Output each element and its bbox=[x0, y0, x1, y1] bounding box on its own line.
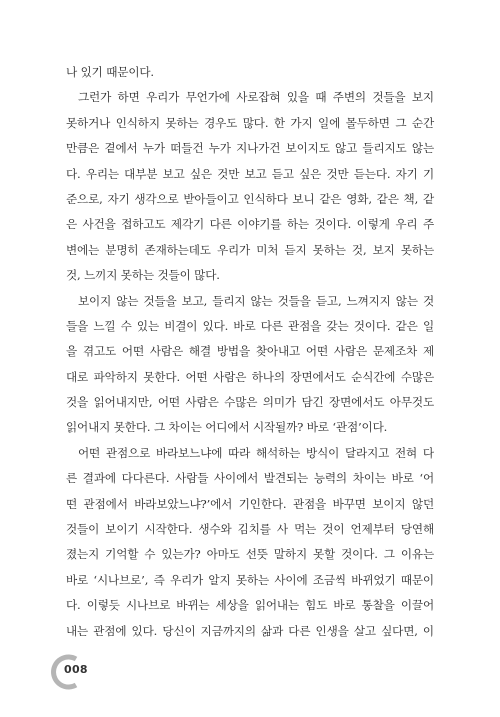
text-line: 떤 관점에서 바라보았느냐?’에서 기인한다. 관점을 바꾸면 보이지 않던 bbox=[66, 496, 434, 511]
text-line: 은 사건을 접하고도 제각기 다른 이야기를 하는 것이다. 이렇게 우리 주 bbox=[66, 217, 434, 232]
text-line: 대로 파악하지 못한다. 어떤 사람은 하나의 장면에서도 순식간에 수많은 bbox=[66, 369, 434, 384]
page-body bbox=[66, 60, 434, 644]
text-line: 졌는지 기억할 수 있는가? 아마도 선뜻 말하지 못할 것이다. 그 이유는 bbox=[66, 547, 434, 562]
text-line: 른 결과에 다다른다. 사람들 사이에서 발견되는 능력의 차이는 바로 ‘어 bbox=[66, 471, 434, 486]
text-line: 들을 느낄 수 있는 비결이 있다. 바로 다른 관점을 갖는 것이다. 같은 일 bbox=[66, 318, 434, 333]
text-line: 만큼은 곁에서 누가 떠들건 누가 지나가건 보이지도 않고 들리지도 않는 bbox=[66, 141, 434, 156]
text-line: 다. 이렇듯 시나브로 바뀌는 세상을 읽어내는 힘도 바로 통찰을 이끌어 bbox=[66, 598, 434, 613]
text-line: 읽어내지 못한다. 그 차이는 어디에서 시작될까? 바로 ‘관점’이다. bbox=[66, 420, 388, 435]
text-line: 준으로, 자기 생각으로 받아들이고 인식하다 보니 같은 영화, 같은 책, 같 bbox=[66, 191, 434, 206]
text-line: 다. 우리는 대부분 보고 싶은 것만 보고 듣고 싶은 것만 듣는다. 자기 기 bbox=[66, 166, 434, 181]
page-footer bbox=[48, 654, 108, 694]
text-line: 보이지 않는 것들을 보고, 들리지 않는 것들을 듣고, 느껴지지 않는 것 bbox=[78, 293, 434, 308]
text-line: 그런가 하면 우리가 무언가에 사로잡혀 있을 때 주변의 것들을 보지 bbox=[78, 90, 434, 105]
text-line: 못하거나 인식하지 못하는 경우도 많다. 한 가지 일에 몰두하면 그 순간 bbox=[66, 115, 434, 130]
page-number: 008 bbox=[64, 663, 88, 676]
text-line: 을 겪고도 어떤 사람은 해결 방법을 찾아내고 어떤 사람은 문제조차 제 bbox=[66, 344, 434, 359]
text-line: 것들이 보이기 시작한다. 생수와 김치를 사 먹는 것이 언제부터 당연해 bbox=[66, 522, 434, 537]
text-line: 것을 읽어내지만, 어떤 사람은 수많은 의미가 담긴 장면에서도 아무것도 bbox=[66, 395, 434, 410]
text-line: 바로 ‘시나브로’, 즉 우리가 알지 못하는 사이에 조금씩 바뀌었기 때문이 bbox=[66, 572, 434, 587]
text-line: 변에는 분명히 존재하는데도 우리가 미처 듣지 못하는 것, 보지 못하는 bbox=[66, 242, 434, 257]
text-line: 어떤 관점으로 바라보느냐에 따라 해석하는 방식이 달라지고 전혀 다 bbox=[78, 445, 434, 460]
text-line: 것, 느끼지 못하는 것들이 많다. bbox=[66, 268, 220, 283]
text-line: 나 있기 때문이다. bbox=[66, 65, 154, 79]
text-line: 내는 관점에 있다. 당신이 지금까지의 삶과 다른 인생을 살고 싶다면, 이 bbox=[66, 623, 434, 638]
